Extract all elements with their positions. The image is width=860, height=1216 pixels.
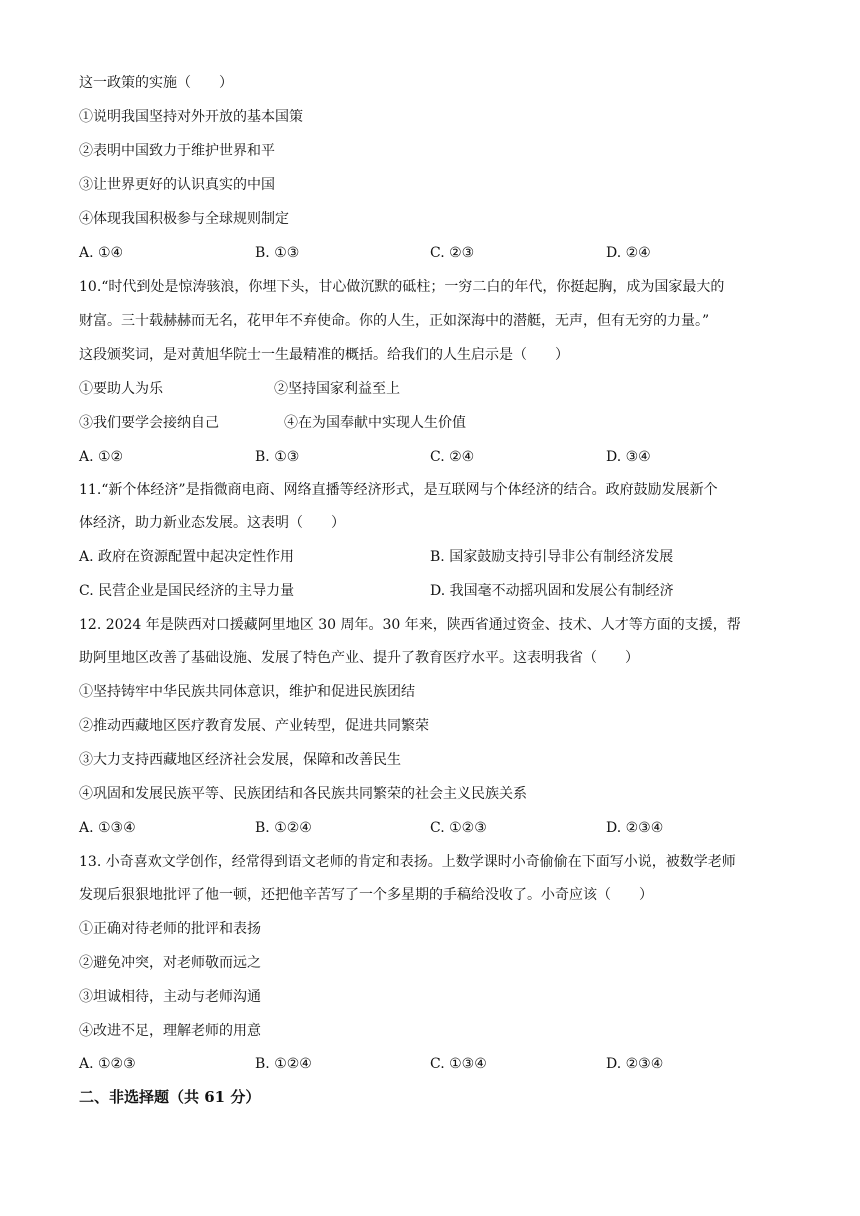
q11-option-a: A. 政府在资源配置中起决定性作用 (79, 549, 295, 565)
q9-option-b: B. ①③ (255, 245, 300, 261)
q12-option-b: B. ①②④ (255, 820, 312, 836)
q12-item-4: ④巩固和发展民族平等、民族团结和各民族共同繁荣的社会主义民族关系 (79, 786, 527, 802)
q13-option-d: D. ②③④ (606, 1056, 664, 1072)
q9-item-4: ④体现我国积极参与全球规则制定 (79, 211, 289, 227)
q13-option-c: C. ①③④ (430, 1056, 487, 1072)
q13-item-3: ③坦诚相待，主动与老师沟通 (79, 989, 261, 1005)
q10-stem-line-2: 财富。三十载赫赫而无名，花甲年不弃使命。你的人生，正如深海中的潜艇，无声，但有无穷的力量。” (79, 313, 710, 329)
q13-item-4: ④改进不足，理解老师的用意 (79, 1023, 261, 1039)
q13-stem-line-2: 发现后狠狠地批评了他一顿，还把他辛苦写了一个多星期的手稿给没收了。小奇应该（ ） (79, 887, 653, 903)
q9-option-a: A. ①④ (79, 245, 124, 261)
q10-stem-line-3: 这段颁奖词，是对黄旭华院士一生最精准的概括。给我们的人生启示是（ ） (79, 347, 569, 363)
q13-stem-line-1: 13. 小奇喜欢文学创作，经常得到语文老师的肯定和表扬。上数学课时小奇偷偷在下面写小说，被数学老师 (79, 854, 736, 870)
q11-option-d: D. 我国毫不动摇巩固和发展公有制经济 (430, 583, 674, 599)
q10-item-2: ②坚持国家利益至上 (274, 381, 400, 397)
q9-option-c: C. ②③ (430, 245, 475, 261)
q12-item-1: ①坚持铸牢中华民族共同体意识，维护和促进民族团结 (79, 684, 415, 700)
q10-stem-line-1: 10.“时代到处是惊涛骇浪，你埋下头，甘心做沉默的砥柱；一穷二白的年代，你挺起胸，成为国家最大的 (79, 279, 725, 295)
q10-item-3: ③我们要学会接纳自己 (79, 415, 219, 431)
q13-option-b: B. ①②④ (255, 1056, 312, 1072)
q13-item-1: ①正确对待老师的批评和表扬 (79, 921, 261, 937)
q9-item-3: ③让世界更好的认识真实的中国 (79, 177, 275, 193)
q11-stem-line-2: 体经济，助力新业态发展。这表明（ ） (79, 515, 345, 531)
q10-item-4: ④在为国奉献中实现人生价值 (284, 415, 466, 431)
q12-option-a: A. ①③④ (79, 820, 136, 836)
q13-item-2: ②避免冲突，对老师敬而远之 (79, 955, 261, 971)
q13-option-a: A. ①②③ (79, 1056, 136, 1072)
q12-stem-line-2: 助阿里地区改善了基础设施、发展了特色产业、提升了教育医疗水平。这表明我省（ ） (79, 650, 639, 666)
q10-option-c: C. ②④ (430, 449, 475, 465)
q9-stem: 这一政策的实施（ ） (79, 75, 233, 91)
q10-option-b: B. ①③ (255, 449, 300, 465)
q12-item-2: ②推动西藏地区医疗教育发展、产业转型，促进共同繁荣 (79, 718, 429, 734)
q12-option-c: C. ①②③ (430, 820, 487, 836)
q11-option-c: C. 民营企业是国民经济的主导力量 (79, 583, 295, 599)
q12-stem-line-1: 12. 2024 年是陕西对口援藏阿里地区 30 周年。30 年来，陕西省通过资金、技术、人才等方面的支援，帮 (79, 617, 741, 633)
q12-item-3: ③大力支持西藏地区经济社会发展，保障和改善民生 (79, 752, 401, 768)
section-heading: 二、非选择题（共 61 分） (79, 1088, 261, 1106)
q10-option-a: A. ①② (79, 449, 124, 465)
q9-option-d: D. ②④ (606, 245, 651, 261)
q10-option-d: D. ③④ (606, 449, 651, 465)
q11-stem-line-1: 11.“新个体经济”是指微商电商、网络直播等经济形式，是互联网与个体经济的结合。政府鼓励发展新个 (79, 482, 718, 498)
q9-item-2: ②表明中国致力于维护世界和平 (79, 143, 275, 159)
q9-item-1: ①说明我国坚持对外开放的基本国策 (79, 109, 303, 125)
q12-option-d: D. ②③④ (606, 820, 664, 836)
q10-item-1: ①要助人为乐 (79, 381, 163, 397)
q11-option-b: B. 国家鼓励支持引导非公有制经济发展 (430, 549, 674, 565)
